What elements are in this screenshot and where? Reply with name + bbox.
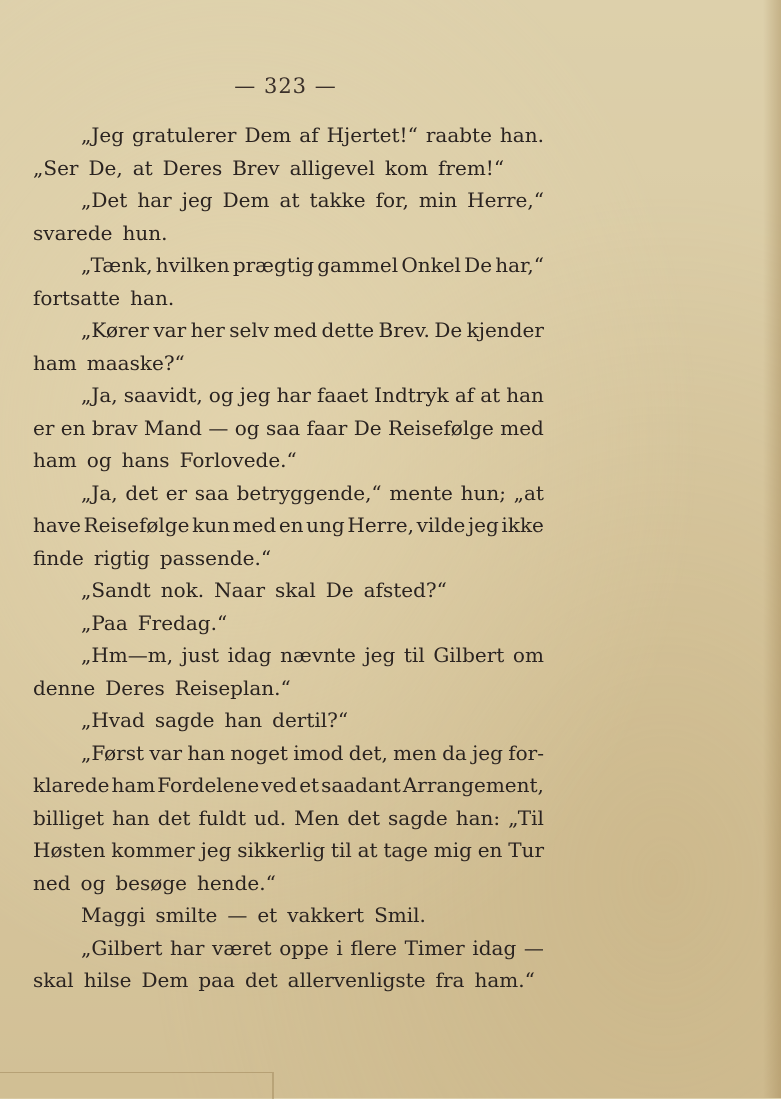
word: Smil. — [374, 903, 426, 927]
word: jeg — [472, 740, 503, 765]
text-line — [33, 249, 544, 282]
word: Herre, — [347, 513, 414, 537]
word: besøge — [115, 870, 187, 895]
word: „Gilbert — [81, 935, 163, 960]
word: sagde — [388, 805, 448, 830]
text-line — [33, 769, 544, 802]
word: er — [165, 480, 188, 505]
word: faaet — [316, 383, 369, 407]
word: ved — [261, 773, 298, 797]
word: og — [208, 383, 234, 407]
word: „Ja, — [81, 480, 118, 505]
text-line — [33, 574, 544, 607]
word: selv — [229, 318, 270, 342]
word: flere — [350, 935, 397, 960]
word: af — [454, 383, 475, 407]
word: for- — [508, 740, 544, 765]
word: vilde — [416, 513, 466, 537]
word: det — [347, 805, 381, 830]
word: De — [325, 578, 354, 602]
word: gammel — [317, 253, 399, 277]
text-line — [33, 802, 544, 835]
word: „at — [513, 480, 544, 505]
word: kjender — [466, 318, 544, 342]
text-line — [33, 412, 544, 445]
word: fra — [435, 968, 465, 992]
word: saadant — [321, 773, 401, 797]
word: har — [137, 188, 172, 212]
word: det — [125, 480, 159, 505]
word: skal — [275, 578, 316, 602]
word: takke — [309, 188, 366, 212]
word: hende.“ — [196, 870, 276, 895]
word: han: — [455, 805, 501, 830]
text-line — [33, 932, 544, 965]
word: Arrangement, — [402, 773, 544, 797]
word: allervenligste — [287, 968, 426, 992]
text-line — [33, 282, 544, 315]
word: dertil?“ — [272, 708, 349, 732]
word: billiget — [33, 805, 105, 830]
word: jeg — [239, 383, 271, 407]
word: „Ser — [33, 155, 79, 180]
text-line — [33, 672, 544, 705]
word: imod — [293, 740, 344, 765]
word: hun; — [460, 480, 506, 505]
word: kommer — [111, 838, 195, 862]
word: Maggi — [81, 903, 146, 927]
word: Deres — [105, 675, 165, 700]
word: og — [234, 415, 260, 440]
word: „Til — [508, 805, 544, 830]
word: nævnte — [280, 643, 356, 667]
word: Høsten — [33, 838, 106, 862]
word: raabte — [425, 123, 492, 147]
word: i — [336, 935, 343, 960]
text-line — [33, 379, 544, 412]
text-line — [33, 867, 544, 900]
text-line — [33, 639, 544, 672]
word: han — [112, 805, 150, 830]
word: er — [33, 415, 55, 440]
word: Men — [294, 805, 340, 830]
word: Herre,“ — [467, 188, 544, 212]
word: en — [477, 838, 503, 862]
word: Dem — [222, 188, 270, 212]
word: har — [276, 383, 311, 407]
word: ham.“ — [474, 968, 535, 992]
word: Forlovede.“ — [179, 448, 297, 472]
word: paa — [198, 968, 235, 992]
word: til — [330, 838, 352, 862]
word: maaske?“ — [86, 350, 185, 375]
word: have — [33, 513, 81, 537]
word: passende.“ — [159, 545, 272, 570]
word: Onkel — [401, 253, 461, 277]
word: Tur — [508, 838, 544, 862]
word: „Hm—m, — [81, 643, 174, 667]
word: at — [480, 383, 501, 407]
body-text — [33, 119, 544, 997]
word: hvilken — [155, 253, 230, 277]
word: fortsatte — [33, 285, 121, 310]
word: har,“ — [495, 253, 544, 277]
word: Fredag.“ — [137, 610, 228, 635]
page-number: — 323 — — [234, 74, 337, 98]
word: „Det — [81, 188, 128, 212]
text-line — [33, 964, 544, 997]
word: Reisefølge — [387, 415, 494, 440]
word: De — [464, 253, 493, 277]
word: det, — [348, 740, 388, 765]
word: „Jeg — [81, 123, 125, 147]
word: just — [181, 643, 220, 667]
word: Mand — [143, 415, 202, 440]
text-line — [33, 119, 544, 152]
word: med — [232, 513, 277, 537]
word: rigtig — [93, 545, 150, 570]
text-line — [33, 509, 544, 542]
word: var — [149, 740, 183, 765]
word: saavidt, — [123, 383, 203, 407]
word: oppe — [279, 935, 329, 960]
word: De — [353, 415, 382, 440]
word: han — [224, 708, 263, 732]
word: smilte — [155, 903, 218, 927]
word: til — [403, 643, 425, 667]
word: saa — [194, 480, 229, 505]
word: „Sandt — [81, 578, 151, 602]
word: og — [86, 448, 112, 472]
word: — — [523, 935, 544, 960]
word: hilse — [83, 968, 132, 992]
word: Timer — [404, 935, 465, 960]
text-line — [33, 542, 544, 575]
word: han — [506, 383, 544, 407]
text-line — [33, 737, 544, 770]
word: om — [512, 643, 544, 667]
word: et — [257, 903, 278, 927]
word: har — [170, 935, 205, 960]
word: brav — [91, 415, 138, 440]
word: nok. — [160, 578, 205, 602]
word: „Paa — [81, 610, 128, 635]
word: her — [190, 318, 225, 342]
word: at — [132, 155, 153, 180]
word: — — [208, 415, 229, 440]
word: skal — [33, 968, 74, 992]
word: Gilbert — [433, 643, 505, 667]
word: mig — [433, 838, 472, 862]
word: alligevel — [289, 155, 375, 180]
word: været — [212, 935, 272, 960]
word: det — [244, 968, 278, 992]
word: frem!“ — [438, 155, 505, 180]
word: kom — [384, 155, 429, 180]
word: ham — [111, 773, 156, 797]
word: Naar — [214, 578, 266, 602]
word: „Først — [81, 740, 145, 765]
word: hans — [121, 448, 170, 472]
word: gratulerer — [132, 123, 237, 147]
word: et — [299, 773, 320, 797]
text-line — [33, 477, 544, 510]
word: afsted?“ — [363, 578, 447, 602]
word: ned — [33, 870, 71, 895]
word: jeg — [364, 643, 396, 667]
word: svarede — [33, 220, 113, 245]
word: Fordelene — [157, 773, 260, 797]
word: med — [273, 318, 318, 342]
text-line — [33, 834, 544, 867]
word: „Tænk, — [81, 253, 153, 277]
word: idag — [227, 643, 272, 667]
word: det — [157, 805, 191, 830]
text-line — [33, 152, 544, 185]
word: en — [278, 513, 304, 537]
word: jeg — [200, 838, 232, 862]
text-line — [33, 444, 544, 477]
word: sikkerlig — [237, 838, 326, 862]
word: Hjertet!“ — [326, 123, 418, 147]
word: Dem — [141, 968, 189, 992]
word: Deres — [162, 155, 223, 180]
word: jeg — [181, 188, 213, 212]
word: denne — [33, 675, 96, 700]
word: De — [434, 318, 463, 342]
word: noget — [230, 740, 288, 765]
word: betryggende,“ — [236, 480, 382, 505]
word: „Hvad — [81, 708, 145, 732]
word: Indtryk — [374, 383, 449, 407]
word: Brev — [232, 155, 280, 180]
word: klarede — [33, 773, 110, 797]
word: af — [299, 123, 319, 147]
text-line — [33, 314, 544, 347]
text-line — [33, 704, 544, 737]
word: kun — [192, 513, 230, 537]
word: jeg — [467, 513, 499, 537]
word: faar — [306, 415, 348, 440]
word: en — [60, 415, 86, 440]
word: saa — [266, 415, 301, 440]
word: var — [153, 318, 187, 342]
word: at — [279, 188, 300, 212]
word: hun. — [122, 220, 168, 245]
text-line — [33, 347, 544, 380]
word: tage — [383, 838, 428, 862]
word: ham — [33, 448, 77, 472]
word: „Ja, — [81, 383, 118, 407]
word: De, — [88, 155, 123, 180]
word: „Kører — [81, 318, 149, 342]
text-line — [33, 899, 544, 932]
word: ham — [33, 350, 77, 375]
word: ud. — [254, 805, 287, 830]
word: fuldt — [198, 805, 247, 830]
word: prægtig — [232, 253, 315, 277]
word: men — [393, 740, 437, 765]
word: ikke — [501, 513, 544, 537]
word: at — [357, 838, 378, 862]
page-edge-shadow — [763, 0, 781, 1098]
word: sagde — [154, 708, 215, 732]
word: Reiseplan.“ — [174, 675, 291, 700]
word: Dem — [244, 123, 292, 147]
word: ung — [306, 513, 345, 537]
bottom-paper-fold — [0, 1072, 274, 1099]
text-line — [33, 217, 544, 250]
word: idag — [472, 935, 517, 960]
word: Brev. — [378, 318, 430, 342]
word: mente — [389, 480, 453, 505]
word: da — [442, 740, 467, 765]
word: og — [80, 870, 106, 895]
word: med — [500, 415, 544, 440]
text-line — [33, 184, 544, 217]
text-line — [33, 607, 544, 640]
word: min — [418, 188, 458, 212]
word: Reisefølge — [83, 513, 190, 537]
word: vakkert — [287, 903, 365, 927]
word: — — [227, 903, 248, 927]
word: for, — [375, 188, 409, 212]
word: han. — [130, 285, 175, 310]
word: han — [187, 740, 226, 765]
word: han. — [499, 123, 544, 147]
word: dette — [321, 318, 375, 342]
word: finde — [33, 545, 84, 570]
